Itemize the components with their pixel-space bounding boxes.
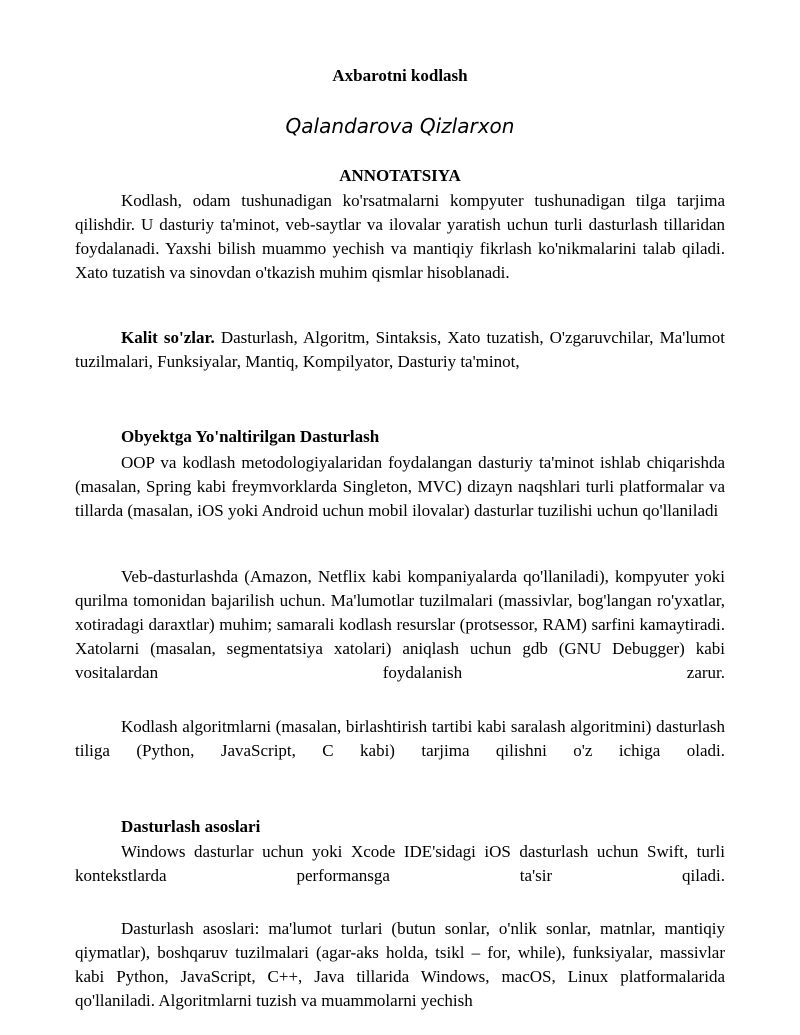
- basics-paragraph-1: Windows dasturlar uchun yoki Xcode IDE'sidagi iOS dasturlash uchun Swift, turli kontekstlarda performansga ta'sir qiladi.: [75, 842, 725, 885]
- section-heading-basics: Dasturlash asoslari: [121, 817, 261, 836]
- keywords-text: Dasturlash, Algoritm, Sintaksis, Xato tuzatish, O'zgaruvchilar, Ma'lumot tuzilmalari, Funksiyalar, Mantiq, Kompilyator, Dasturiy ta'minot,: [75, 328, 725, 371]
- keywords-paragraph: [75, 326, 725, 374]
- document-title: Axbarotni kodlash: [332, 66, 468, 85]
- oop-paragraph-2: Veb-dasturlashda (Amazon, Netflix kabi kompaniyalarda qo'llaniladi), kompyuter yoki qurilma tomonidan bajarilish uchun. Ma'lumotlar tuzilmalari (massivlar, bog'langan ro'yxatlar, xotiradagi daraxtlar) muhim; samarali kodlash resurslar (protsessor, RAM) sarfini kamaytiradi. Xatolarni (masalan, segmentatsiya xatolari) aniqlash uchun gdb (GNU Debugger) kabi vositalardan foydalanish zarur.: [75, 567, 725, 682]
- annotation-paragraph: Kodlash, odam tushunadigan ko'rsatmalarni kompyuter tushunadigan tilga tarjima qilishdir. U dasturiy ta'minot, veb-saytlar va ilovalar yaratish uchun turli dasturlash tillaridan foydalanadi. Yaxshi bilish muammo yechish va mantiqiy fikrlash ko'nikmalarini talab qiladi. Xato tuzatish va sinovdan o'tkazish muhim qismlar hisoblanadi.: [75, 191, 725, 282]
- basics-paragraph-2: Dasturlash asoslari: ma'lumot turlari (butun sonlar, o'nlik sonlar, matnlar, mantiqiy qiymatlar), boshqaruv tuzilmalari (agar-aks holda, tsikl – for, while), funksiyalar, massivlar kabi Python, JavaScript, C++, Java tillarida Windows, macOS, Linux platformalarida qo'llaniladi. Algoritmlarni tuzish va muammolarni yechish: [75, 919, 725, 1010]
- section-heading-oop: Obyektga Yo'naltirilgan Dasturlash: [121, 427, 380, 446]
- keywords-label: Kalit so'zlar.: [121, 328, 215, 347]
- annotation-heading: ANNOTATSIYA: [339, 166, 461, 185]
- author-name: Qalandarova Qizlarxon: [285, 114, 515, 138]
- oop-paragraph-1: OOP va kodlash metodologiyalaridan foydalangan dasturiy ta'minot ishlab chiqarishda (masalan, Spring kabi freymvorklarda Singleton, MVC) dizayn naqshlari turli platformalar va tillarda (masalan, iOS yoki Android uchun mobil ilovalar) dasturlar tuzilishi uchun qo'llaniladi: [75, 453, 725, 520]
- oop-paragraph-3: Kodlash algoritmlarni (masalan, birlashtirish tartibi kabi saralash algoritmini) dasturlash tiliga (Python, JavaScript, C kabi) tarjima qilishni o'z ichiga oladi.: [75, 717, 725, 760]
